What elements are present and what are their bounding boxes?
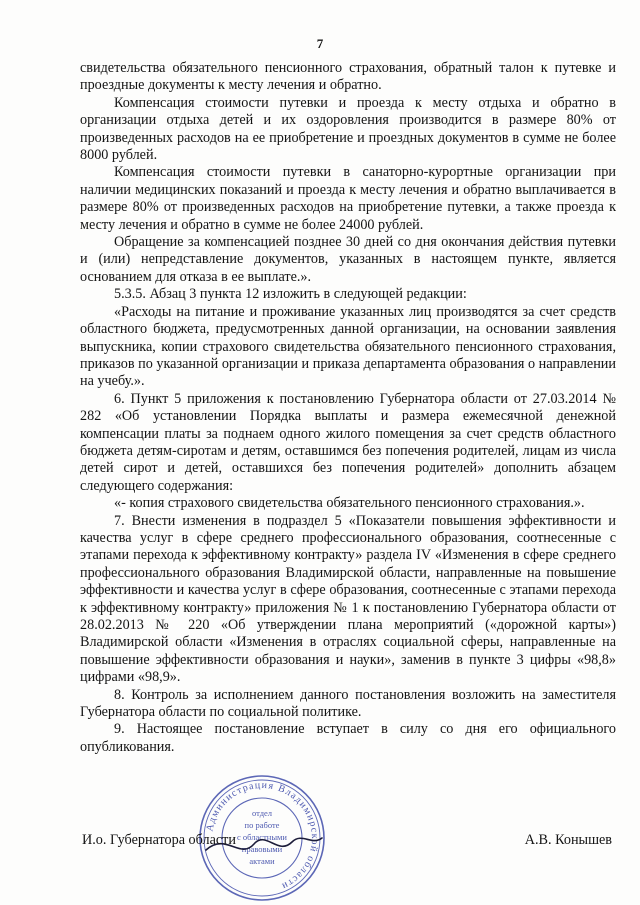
paragraph-sanatorium-compensation: Компенсация стоимости путевки в санаторно-курортные организации при наличии медицинских показаний и проезда к месту лечения и обратно выплачивается в размере 80% от произведенных расходов на приобретение путевки, а также проезда к месту лечения и обратно в сумме не более 24000 рублей. xyxy=(80,164,616,233)
stamp-line-1: отдел xyxy=(251,808,273,818)
signatory-position: И.о. Губернатора области xyxy=(82,832,236,848)
paragraph-insurance-copy: «- копия страхового свидетельства обязательного пенсионного страхования.». xyxy=(114,495,585,512)
paragraph-continuation: свидетельства обязательного пенсионного страхования, обратный талон к путевке и проездные документы к месту лечения и обратно. xyxy=(80,60,616,94)
stamp-ring-text: Администрация Владимирской области xyxy=(204,779,321,892)
paragraph-5-3-5: 5.3.5. Абзац 3 пункта 12 изложить в следующей редакции: xyxy=(114,286,467,303)
signatory-name: А.В. Конышев xyxy=(524,832,612,848)
stamp-line-4: правовыми xyxy=(241,844,283,854)
document-body xyxy=(80,60,616,756)
paragraph-item-7: 7. Внести изменения в подраздел 5 «Показатели повышения эффективности и качества услуг в сфере среднего профессионального образования, соотнесенные с этапами перехода к эффективному контракту» раздела IV «Изменения в сфере среднего профессионального образования Владимирской области, направленные на повышение эффективности и качества услуг в сфере образования, соотнесенные с этапами перехода к эффективному контракту» приложения № 1 к постановлению Губернатора области от 28.02.2013 № 220 «Об утверждении плана мероприятий («дорожной карты») Владимирской области «Изменения в отраслях социальной сферы, направленные на повышение эффективности образования и науки», заменив в пункте 3 цифры «98,8» цифрами «98,9». xyxy=(80,512,616,686)
stamp-line-2: по работе xyxy=(244,820,280,830)
paragraph-item-9: 9. Настоящее постановление вступает в силу со дня его официального опубликования. xyxy=(80,721,616,755)
stamp-line-5: актами xyxy=(249,856,275,866)
page-number: 7 xyxy=(316,36,324,51)
paragraph-deadline: Обращение за компенсацией позднее 30 дней со дня окончания действия путевки и (или) непредставление документов, указанных в настоящем пункте, является основанием для отказа в ее выплате.». xyxy=(80,234,616,285)
signature-row xyxy=(82,832,612,856)
paragraph-item-8: 8. Контроль за исполнением данного постановления возложить на заместителя Губернатора области по социальной политике. xyxy=(80,686,616,721)
paragraph-rest-compensation: Компенсация стоимости путевки и проезда к месту отдыха и обратно в организации отдыха детей и их оздоровления производится в размере 80% от произведенных расходов на ее приобретение и проездных документов в сумме не более 8000 рублей. xyxy=(80,94,616,164)
paragraph-item-6: 6. Пункт 5 приложения к постановлению Губернатора области от 27.03.2014 № 282 «Об установлении Порядка выплаты и размера ежемесячной денежной компенсации платы за поднаем одного жилого помещения за счет средств областного бюджета детям-сиротам и детям, оставшимся без попечения родителей, лицам из числа детей сирот и детей, оставшихся без попечения родителей» дополнить абзацем следующего содержания: xyxy=(80,390,616,494)
paragraph-expenses: «Расходы на питание и проживание указанных лиц производятся за счет средств областного бюджета, предусмотренных данной организации, на основании заявления выпускника, копии страхового свидетельства обязательного пенсионного страхования, приказов по указанной организации и приказа департамента образования о направлении на учебу.». xyxy=(80,303,616,390)
stamp-line-3: с областными xyxy=(237,832,287,842)
